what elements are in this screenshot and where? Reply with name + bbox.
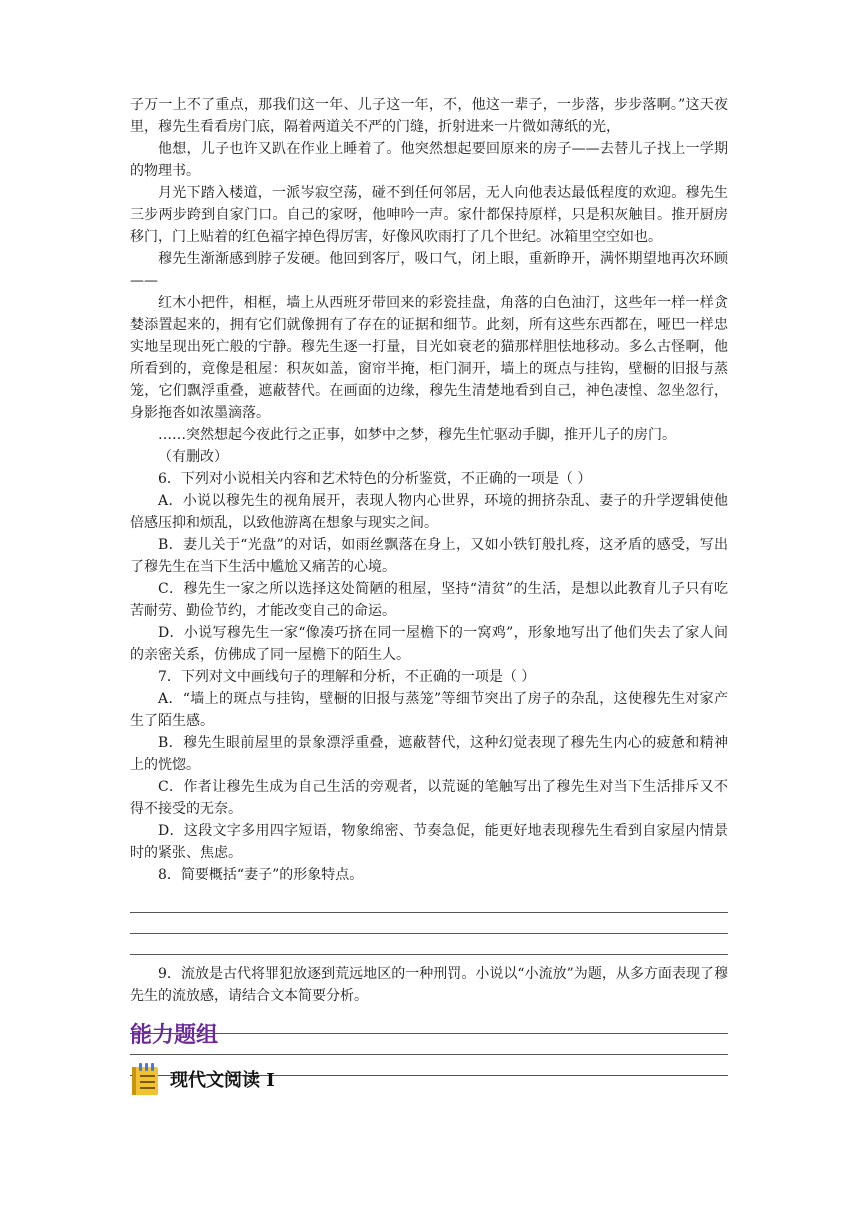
question-8-stem: 8．简要概括“妻子”的形象特点。 bbox=[158, 867, 364, 883]
question-6-option-d[interactable]: D．小说写穆先生一家“像凑巧挤在同一屋檐下的一窝鸡”，形象地写出了他们失去了家人间的亲密关系，仿佛成了同一屋檐下的陌生人。 bbox=[130, 625, 728, 663]
answer-lines-q8[interactable] bbox=[130, 892, 728, 955]
notebook-icon bbox=[132, 1063, 160, 1095]
question-7-option-c[interactable]: C．作者让穆先生成为自己生活的旁观者，以荒诞的笔触写出了穆先生对当下生活排斥又不得不接受的无奈。 bbox=[130, 779, 728, 817]
answer-line[interactable] bbox=[130, 1013, 728, 1034]
question-6-stem: 6．下列对小说相关内容和艺术特色的分析鉴赏，不正确的一项是（ ） bbox=[158, 471, 592, 487]
question-6-option-b[interactable]: B．妻儿关于“光盘”的对话，如雨丝飘落在身上，又如小铁钉般扎疼，这矛盾的感受，写出了穆先生在当下生活中尴尬又痛苦的心境。 bbox=[130, 537, 728, 575]
subsection-header bbox=[132, 1062, 275, 1096]
answer-line[interactable] bbox=[130, 934, 728, 955]
passage-paragraph: 月光下踏入楼道，一派岑寂空荡，碰不到任何邻居，无人向他表达最低程度的欢迎。穆先生三步两步跨到自家门口。自己的家呀，他呻吟一声。家什都保持原样，只是积灰触目。推开厨房移门，门上贴着的红色福字掉色得厉害，好像风吹雨打了几个世纪。冰箱里空空如也。 bbox=[130, 185, 728, 245]
passage-paragraph: 穆先生渐渐感到脖子发硬。他回到客厅，吸口气，闭上眼，重新睁开，满怀期望地再次环顾—— bbox=[130, 251, 728, 289]
passage-paragraph: 他想，儿子也许又趴在作业上睡着了。他突然想起要回原来的房子——去替儿子找上一学期的物理书。 bbox=[130, 141, 728, 179]
source-note: （有删改） bbox=[158, 449, 228, 465]
passage-paragraph: ……突然想起今夜此行之正事，如梦中之梦，穆先生忙驱动手脚，推开儿子的房门。 bbox=[158, 427, 676, 443]
passage-paragraph: 子万一上不了重点，那我们这一年、儿子这一年，不，他这一辈子，一步落，步步落啊。”这天夜里，穆先生看看房门底，隔着两道关不严的门缝，折射进来一片微如薄纸的光， bbox=[130, 97, 728, 135]
answer-line[interactable] bbox=[130, 913, 728, 934]
question-6-option-a[interactable]: A．小说以穆先生的视角展开，表现人物内心世界，环境的拥挤杂乱、妻子的升学逻辑使他倍感压抑和烦乱，以致他游离在想象与现实之间。 bbox=[130, 493, 728, 531]
question-7-option-a[interactable]: A．“墙上的斑点与挂钩，壁橱的旧报与蒸笼”等细节突出了房子的杂乱，这使穆先生对家产生了陌生感。 bbox=[130, 691, 728, 729]
passage-paragraph: 红木小把件，相框，墙上从西班牙带回来的彩瓷挂盘，角落的白色油汀，这些年一样一样贪婪添置起来的，拥有它们就像拥有了存在的证据和细节。此刻，所有这些东西都在，哑巴一样忠实地呈现出死亡般的宁静。穆先生逐一打量，目光如衰老的猫那样胆怯地移动。多么古怪啊，他所看到的，竟像是租屋：积灰如盖，窗帘半掩，柜门洞开，墙上的斑点与挂钩，壁橱的旧报与蒸笼，它们飘浮重叠，遮蔽替代。在画面的边缘，穆先生清楚地看到自己，神色凄惶、忽坐忽行，身影拖沓如浓墨滴落。 bbox=[130, 295, 728, 421]
question-9-stem: 9．流放是古代将罪犯放逐到荒远地区的一种刑罚。小说以“小流放”为题，从多方面表现了穆先生的流放感，请结合文本简要分析。 bbox=[130, 966, 728, 1004]
answer-line[interactable] bbox=[130, 892, 728, 913]
question-7-option-b[interactable]: B．穆先生眼前屋里的景象漂浮重叠，遮蔽替代，这种幻觉表现了穆先生内心的疲惫和精神上的恍惚。 bbox=[130, 735, 728, 773]
section-title: 能力题组 bbox=[130, 1023, 219, 1048]
subsection-title: 现代文阅读 I bbox=[170, 1070, 275, 1091]
question-6-option-c[interactable]: C．穆先生一家之所以选择这处简陋的租屋，坚持“清贫”的生活，是想以此教育儿子只有吃苦耐劳、勤俭节约，才能改变自己的命运。 bbox=[130, 581, 728, 619]
reading-passage bbox=[130, 94, 728, 1084]
question-7-stem: 7．下列对文中画线句子的理解和分析，不正确的一项是（ ） bbox=[158, 669, 536, 685]
answer-line[interactable] bbox=[130, 1034, 728, 1055]
question-7-option-d[interactable]: D．这段文字多用四字短语，物象绵密、节奏急促，能更好地表现穆先生看到自家屋内情景时的紧张、焦虑。 bbox=[130, 823, 728, 861]
